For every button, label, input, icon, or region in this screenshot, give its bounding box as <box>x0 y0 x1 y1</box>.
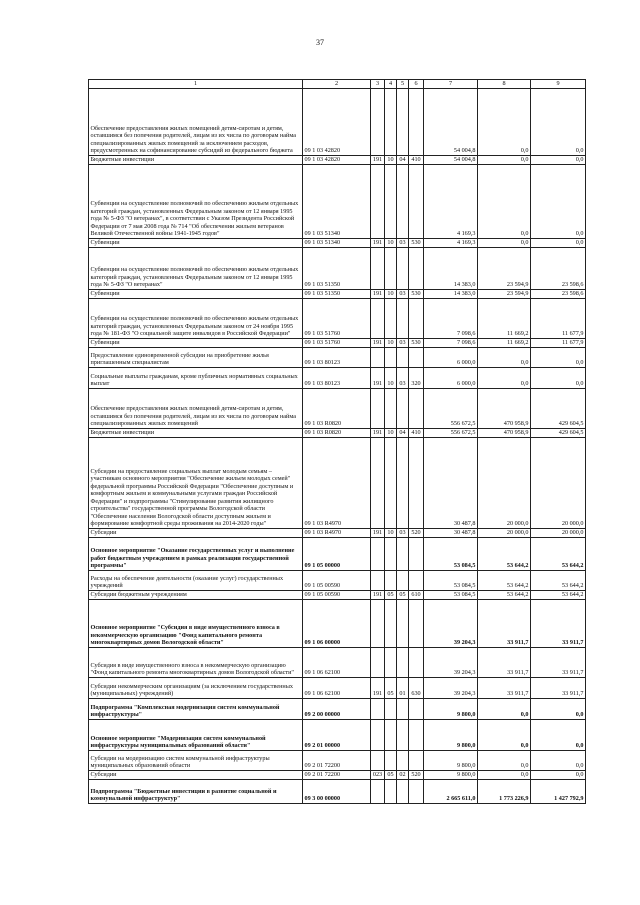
amount-col-8: 33 911,7 <box>478 678 531 699</box>
section-code: 05 <box>385 771 397 780</box>
kosgu-code <box>409 348 424 368</box>
amount-col-7: 556 672,5 <box>424 389 478 429</box>
amount-col-9: 0,0 <box>531 156 586 165</box>
row-description: Субвенции на осуществление полномочий по обеспечению жильем отдельных категорий граждан, установленных Федеральным законом от 12 января 1995 года № 5-ФЗ "О ветеранах", в соответствии с Указом Президента Российской Федерации от 7 мая 2008 года № 714 "Об обеспечении жильем ветеранов Великой Отечественной войны 1941-1945 годов" <box>89 165 303 239</box>
kosgu-code: 410 <box>409 429 424 438</box>
row-description: Субсидии на предоставление социальных выплат молодым семьям – участникам основного мероприятия "Обеспечение жильем молодых семей" федеральной программы Российской Федерации "Обеспечение доступным и комфортным жильем и коммунальными услугами граждан Российской Федерации" и подпрограммы "Стимулирование развития жилищного строительства" государственной программы Вологодской области "Обеспечение населения Вологодской области доступным жильем и формирование комфортной среды проживания на 2014-2020 годы" <box>89 438 303 529</box>
section-code: 10 <box>385 239 397 248</box>
amount-col-9: 0,0 <box>531 348 586 368</box>
amount-col-8: 0,0 <box>478 348 531 368</box>
kosgu-code <box>409 751 424 771</box>
target-article-code: 09 3 00 00000 <box>303 780 371 804</box>
target-article-code: 09 1 05 00000 <box>303 538 371 571</box>
row-description: Субвенции <box>89 339 303 348</box>
subsection-code <box>397 89 409 156</box>
subsection-code <box>397 720 409 751</box>
subsection-code: 03 <box>397 368 409 389</box>
amount-col-8: 0,0 <box>478 156 531 165</box>
amount-col-9: 0,0 <box>531 771 586 780</box>
row-description: Основное мероприятие "Модернизация систем коммунальной инфраструктуры муниципальных образований области" <box>89 720 303 751</box>
expense-type-code: 191 <box>371 429 385 438</box>
amount-col-8: 470 958,9 <box>478 389 531 429</box>
expense-type-code <box>371 165 385 239</box>
amount-col-7: 6 000,0 <box>424 368 478 389</box>
expense-type-code <box>371 538 385 571</box>
row-description: Бюджетные инвестиции <box>89 156 303 165</box>
subsection-code: 04 <box>397 156 409 165</box>
amount-col-7: 2 665 611,0 <box>424 780 478 804</box>
section-code <box>385 389 397 429</box>
row-description: Субвенции на осуществление полномочий по обеспечению жильем отдельных категорий граждан, установленных Федеральным законом от 12 января 1995 года № 5-ФЗ "О ветеранах" <box>89 248 303 290</box>
amount-col-7: 6 000,0 <box>424 348 478 368</box>
table-row <box>89 771 586 780</box>
table-row <box>89 591 586 600</box>
subsection-code <box>397 780 409 804</box>
amount-col-9: 53 644,2 <box>531 571 586 591</box>
section-code <box>385 571 397 591</box>
kosgu-code <box>409 648 424 678</box>
expense-type-code: 191 <box>371 368 385 389</box>
amount-col-7: 53 084,5 <box>424 571 478 591</box>
subsection-code <box>397 389 409 429</box>
amount-col-9: 0,0 <box>531 751 586 771</box>
target-article-code: 09 1 03 51350 <box>303 290 371 299</box>
table-row <box>89 780 586 804</box>
expense-type-code <box>371 299 385 339</box>
section-code <box>385 648 397 678</box>
amount-col-8: 0,0 <box>478 699 531 720</box>
target-article-code: 09 1 03 R4970 <box>303 529 371 538</box>
target-article-code: 09 1 03 51350 <box>303 248 371 290</box>
table-row <box>89 538 586 571</box>
row-description: Социальные выплаты гражданам, кроме публичных нормативных социальных выплат <box>89 368 303 389</box>
section-code: 10 <box>385 429 397 438</box>
amount-col-9: 20 000,0 <box>531 438 586 529</box>
amount-col-8: 20 000,0 <box>478 438 531 529</box>
amount-col-7: 4 169,3 <box>424 165 478 239</box>
amount-col-8: 20 000,0 <box>478 529 531 538</box>
target-article-code: 09 1 03 42820 <box>303 156 371 165</box>
amount-col-8: 23 594,9 <box>478 290 531 299</box>
subsection-code: 05 <box>397 591 409 600</box>
amount-col-9: 53 644,2 <box>531 591 586 600</box>
kosgu-code <box>409 571 424 591</box>
expense-type-code <box>371 600 385 648</box>
amount-col-7: 4 169,3 <box>424 239 478 248</box>
amount-col-7: 39 204,3 <box>424 678 478 699</box>
subsection-code <box>397 699 409 720</box>
target-article-code: 09 1 03 51760 <box>303 339 371 348</box>
section-code <box>385 248 397 290</box>
row-description: Бюджетные инвестиции <box>89 429 303 438</box>
table-row <box>89 751 586 771</box>
amount-col-9: 429 604,5 <box>531 389 586 429</box>
subsection-code: 03 <box>397 339 409 348</box>
expense-type-code <box>371 699 385 720</box>
column-header: 8 <box>478 80 531 89</box>
amount-col-8: 470 958,9 <box>478 429 531 438</box>
subsection-code <box>397 299 409 339</box>
amount-col-7: 7 098,6 <box>424 339 478 348</box>
amount-col-7: 9 800,0 <box>424 720 478 751</box>
table-row <box>89 156 586 165</box>
amount-col-9: 429 604,5 <box>531 429 586 438</box>
kosgu-code: 530 <box>409 290 424 299</box>
table-row <box>89 600 586 648</box>
row-description: Подпрограмма "Комплексная модернизация систем коммунальной инфраструктуры" <box>89 699 303 720</box>
expense-type-code: 191 <box>371 339 385 348</box>
row-description: Субвенции <box>89 239 303 248</box>
target-article-code: 09 1 03 51340 <box>303 165 371 239</box>
row-description: Субсидии <box>89 529 303 538</box>
kosgu-code <box>409 89 424 156</box>
subsection-code <box>397 571 409 591</box>
subsection-code: 03 <box>397 290 409 299</box>
table-row <box>89 648 586 678</box>
column-header: 7 <box>424 80 478 89</box>
row-description: Обеспечение предоставления жилых помещений детям-сиротам и детям, оставшимся без попечения родителей, лицам из их числа по договорам найма специализированных жилых помещений за исключением расходов, предусмотренных на софинансирование субсидий из федерального бюджета <box>89 89 303 156</box>
section-code: 05 <box>385 591 397 600</box>
table-row <box>89 248 586 290</box>
amount-col-7: 30 487,8 <box>424 438 478 529</box>
subsection-code: 02 <box>397 771 409 780</box>
kosgu-code: 530 <box>409 239 424 248</box>
target-article-code: 09 1 03 80123 <box>303 348 371 368</box>
row-description: Субвенции на осуществление полномочий по обеспечению жильем отдельных категорий граждан, установленных Федеральным законом от 24 ноября 1995 года № 181-ФЗ "О социальной защите инвалидов в Российской Федерации" <box>89 299 303 339</box>
section-code <box>385 165 397 239</box>
amount-col-7: 556 672,5 <box>424 429 478 438</box>
table-row <box>89 89 586 156</box>
section-code <box>385 89 397 156</box>
budget-table <box>88 79 586 804</box>
section-code <box>385 720 397 751</box>
target-article-code: 09 2 01 72200 <box>303 771 371 780</box>
amount-col-7: 54 004,8 <box>424 89 478 156</box>
subsection-code: 01 <box>397 678 409 699</box>
amount-col-7: 14 383,0 <box>424 248 478 290</box>
amount-col-8: 0,0 <box>478 771 531 780</box>
table-row <box>89 239 586 248</box>
table-row <box>89 165 586 239</box>
amount-col-9: 1 427 792,9 <box>531 780 586 804</box>
table-row <box>89 429 586 438</box>
subsection-code <box>397 751 409 771</box>
table-row <box>89 339 586 348</box>
amount-col-9: 33 911,7 <box>531 648 586 678</box>
amount-col-7: 39 204,3 <box>424 648 478 678</box>
amount-col-8: 0,0 <box>478 751 531 771</box>
expense-type-code: 191 <box>371 239 385 248</box>
subsection-code <box>397 248 409 290</box>
amount-col-8: 33 911,7 <box>478 648 531 678</box>
target-article-code: 09 1 03 R0820 <box>303 389 371 429</box>
amount-col-9: 0,0 <box>531 368 586 389</box>
amount-col-8: 1 773 226,9 <box>478 780 531 804</box>
table-row <box>89 348 586 368</box>
section-code: 10 <box>385 290 397 299</box>
expense-type-code <box>371 248 385 290</box>
subsection-code: 03 <box>397 239 409 248</box>
section-code <box>385 751 397 771</box>
kosgu-code: 520 <box>409 771 424 780</box>
target-article-code: 09 2 01 72200 <box>303 751 371 771</box>
kosgu-code <box>409 720 424 751</box>
section-code <box>385 699 397 720</box>
column-header: 4 <box>385 80 397 89</box>
amount-col-7: 9 800,0 <box>424 699 478 720</box>
target-article-code: 09 1 03 R4970 <box>303 438 371 529</box>
amount-col-9: 11 677,9 <box>531 299 586 339</box>
amount-col-7: 14 383,0 <box>424 290 478 299</box>
expense-type-code <box>371 438 385 529</box>
table-row <box>89 720 586 751</box>
kosgu-code: 630 <box>409 678 424 699</box>
target-article-code: 09 1 03 51340 <box>303 239 371 248</box>
column-header: 3 <box>371 80 385 89</box>
amount-col-9: 33 911,7 <box>531 678 586 699</box>
target-article-code: 09 1 03 42820 <box>303 89 371 156</box>
section-code <box>385 299 397 339</box>
amount-col-9: 0,0 <box>531 720 586 751</box>
section-code: 10 <box>385 368 397 389</box>
row-description: Основное мероприятие "Субсидия в виде имущественного взноса в некоммерческую организацию "Фонд капитального ремонта многоквартирных домов Вологодской области" <box>89 600 303 648</box>
row-description: Субсидии на модернизацию систем коммунальной инфраструктуры муниципальных образований области <box>89 751 303 771</box>
section-code <box>385 538 397 571</box>
table-row <box>89 368 586 389</box>
section-code: 10 <box>385 529 397 538</box>
expense-type-code: 191 <box>371 290 385 299</box>
amount-col-8: 53 644,2 <box>478 538 531 571</box>
expense-type-code <box>371 648 385 678</box>
target-article-code: 09 1 03 51760 <box>303 299 371 339</box>
row-description: Субвенции <box>89 290 303 299</box>
kosgu-code: 520 <box>409 529 424 538</box>
row-description: Основное мероприятие "Оказание государственных услуг и выполнение работ бюджетным учреждением в рамках реализации государственной программы" <box>89 538 303 571</box>
target-article-code: 09 1 05 00590 <box>303 591 371 600</box>
subsection-code: 03 <box>397 529 409 538</box>
page-number: 37 <box>316 38 324 47</box>
subsection-code: 04 <box>397 429 409 438</box>
amount-col-8: 11 669,2 <box>478 299 531 339</box>
amount-col-7: 53 084,5 <box>424 591 478 600</box>
kosgu-code <box>409 780 424 804</box>
amount-col-8: 11 669,2 <box>478 339 531 348</box>
amount-col-8: 0,0 <box>478 165 531 239</box>
section-code: 10 <box>385 156 397 165</box>
row-description: Расходы на обеспечение деятельности (оказание услуг) государственных учреждений <box>89 571 303 591</box>
amount-col-8: 33 911,7 <box>478 600 531 648</box>
subsection-code <box>397 438 409 529</box>
amount-col-8: 0,0 <box>478 720 531 751</box>
subsection-code <box>397 600 409 648</box>
expense-type-code <box>371 348 385 368</box>
subsection-code <box>397 348 409 368</box>
table-row <box>89 438 586 529</box>
target-article-code: 09 2 00 00000 <box>303 699 371 720</box>
amount-col-7: 53 084,5 <box>424 538 478 571</box>
table-row <box>89 389 586 429</box>
column-header: 9 <box>531 80 586 89</box>
row-description: Предоставление единовременной субсидии на приобретение жилья приглашенным специалистам <box>89 348 303 368</box>
amount-col-7: 7 098,6 <box>424 299 478 339</box>
subsection-code <box>397 648 409 678</box>
target-article-code: 09 1 06 00000 <box>303 600 371 648</box>
column-header: 1 <box>89 80 303 89</box>
row-description: Субсидия в виде имущественного взноса в некоммерческую организацию "Фонд капитального ремонта многоквартирных домов Вологодской области" <box>89 648 303 678</box>
expense-type-code <box>371 571 385 591</box>
target-article-code: 09 1 06 62100 <box>303 648 371 678</box>
target-article-code: 09 1 03 80123 <box>303 368 371 389</box>
section-code <box>385 348 397 368</box>
table-row <box>89 678 586 699</box>
table-row <box>89 290 586 299</box>
amount-col-7: 9 800,0 <box>424 751 478 771</box>
section-code <box>385 600 397 648</box>
amount-col-9: 20 000,0 <box>531 529 586 538</box>
expense-type-code: 191 <box>371 591 385 600</box>
amount-col-8: 0,0 <box>478 368 531 389</box>
kosgu-code <box>409 600 424 648</box>
amount-col-9: 0,0 <box>531 165 586 239</box>
column-header: 2 <box>303 80 371 89</box>
amount-col-7: 9 800,0 <box>424 771 478 780</box>
kosgu-code <box>409 389 424 429</box>
amount-col-8: 0,0 <box>478 239 531 248</box>
section-code <box>385 780 397 804</box>
row-description: Субсидии некоммерческим организациям (за исключением государственных (муниципальных) учреждений) <box>89 678 303 699</box>
row-description: Обеспечение предоставления жилых помещений детям-сиротам и детям, оставшимся без попечения родителей, лицам из их числа по договорам найма специализированных жилых помещений <box>89 389 303 429</box>
amount-col-7: 39 204,3 <box>424 600 478 648</box>
expense-type-code <box>371 780 385 804</box>
column-header: 6 <box>409 80 424 89</box>
amount-col-9: 53 644,2 <box>531 538 586 571</box>
target-article-code: 09 2 01 00000 <box>303 720 371 751</box>
kosgu-code <box>409 299 424 339</box>
expense-type-code: 191 <box>371 529 385 538</box>
amount-col-9: 11 677,9 <box>531 339 586 348</box>
table-header-row <box>89 80 586 89</box>
kosgu-code: 530 <box>409 339 424 348</box>
amount-col-9: 23 598,6 <box>531 248 586 290</box>
section-code: 05 <box>385 678 397 699</box>
expense-type-code: 191 <box>371 156 385 165</box>
amount-col-9: 0,0 <box>531 239 586 248</box>
amount-col-7: 54 004,8 <box>424 156 478 165</box>
target-article-code: 09 1 06 62100 <box>303 678 371 699</box>
amount-col-9: 23 598,6 <box>531 290 586 299</box>
amount-col-8: 0,0 <box>478 89 531 156</box>
row-description: Подпрограмма "Бюджетные инвестиции в развитие социальной и коммунальной инфраструктур" <box>89 780 303 804</box>
subsection-code <box>397 165 409 239</box>
amount-col-7: 30 487,8 <box>424 529 478 538</box>
amount-col-8: 53 644,2 <box>478 591 531 600</box>
row-description: Субсидии <box>89 771 303 780</box>
subsection-code <box>397 538 409 571</box>
expense-type-code: 191 <box>371 678 385 699</box>
section-code <box>385 438 397 529</box>
table-row <box>89 571 586 591</box>
row-description: Субсидии бюджетным учреждениям <box>89 591 303 600</box>
amount-col-9: 33 911,7 <box>531 600 586 648</box>
kosgu-code <box>409 438 424 529</box>
kosgu-code: 610 <box>409 591 424 600</box>
kosgu-code <box>409 248 424 290</box>
kosgu-code <box>409 165 424 239</box>
amount-col-9: 0,0 <box>531 699 586 720</box>
amount-col-9: 0,0 <box>531 89 586 156</box>
table-row <box>89 299 586 339</box>
column-header: 5 <box>397 80 409 89</box>
table-row <box>89 529 586 538</box>
target-article-code: 09 1 05 00590 <box>303 571 371 591</box>
table-row <box>89 699 586 720</box>
expense-type-code <box>371 751 385 771</box>
amount-col-8: 53 644,2 <box>478 571 531 591</box>
kosgu-code: 320 <box>409 368 424 389</box>
section-code: 10 <box>385 339 397 348</box>
expense-type-code: 023 <box>371 771 385 780</box>
kosgu-code <box>409 699 424 720</box>
target-article-code: 09 1 03 R0820 <box>303 429 371 438</box>
amount-col-8: 23 594,9 <box>478 248 531 290</box>
kosgu-code <box>409 538 424 571</box>
expense-type-code <box>371 389 385 429</box>
kosgu-code: 410 <box>409 156 424 165</box>
expense-type-code <box>371 720 385 751</box>
expense-type-code <box>371 89 385 156</box>
